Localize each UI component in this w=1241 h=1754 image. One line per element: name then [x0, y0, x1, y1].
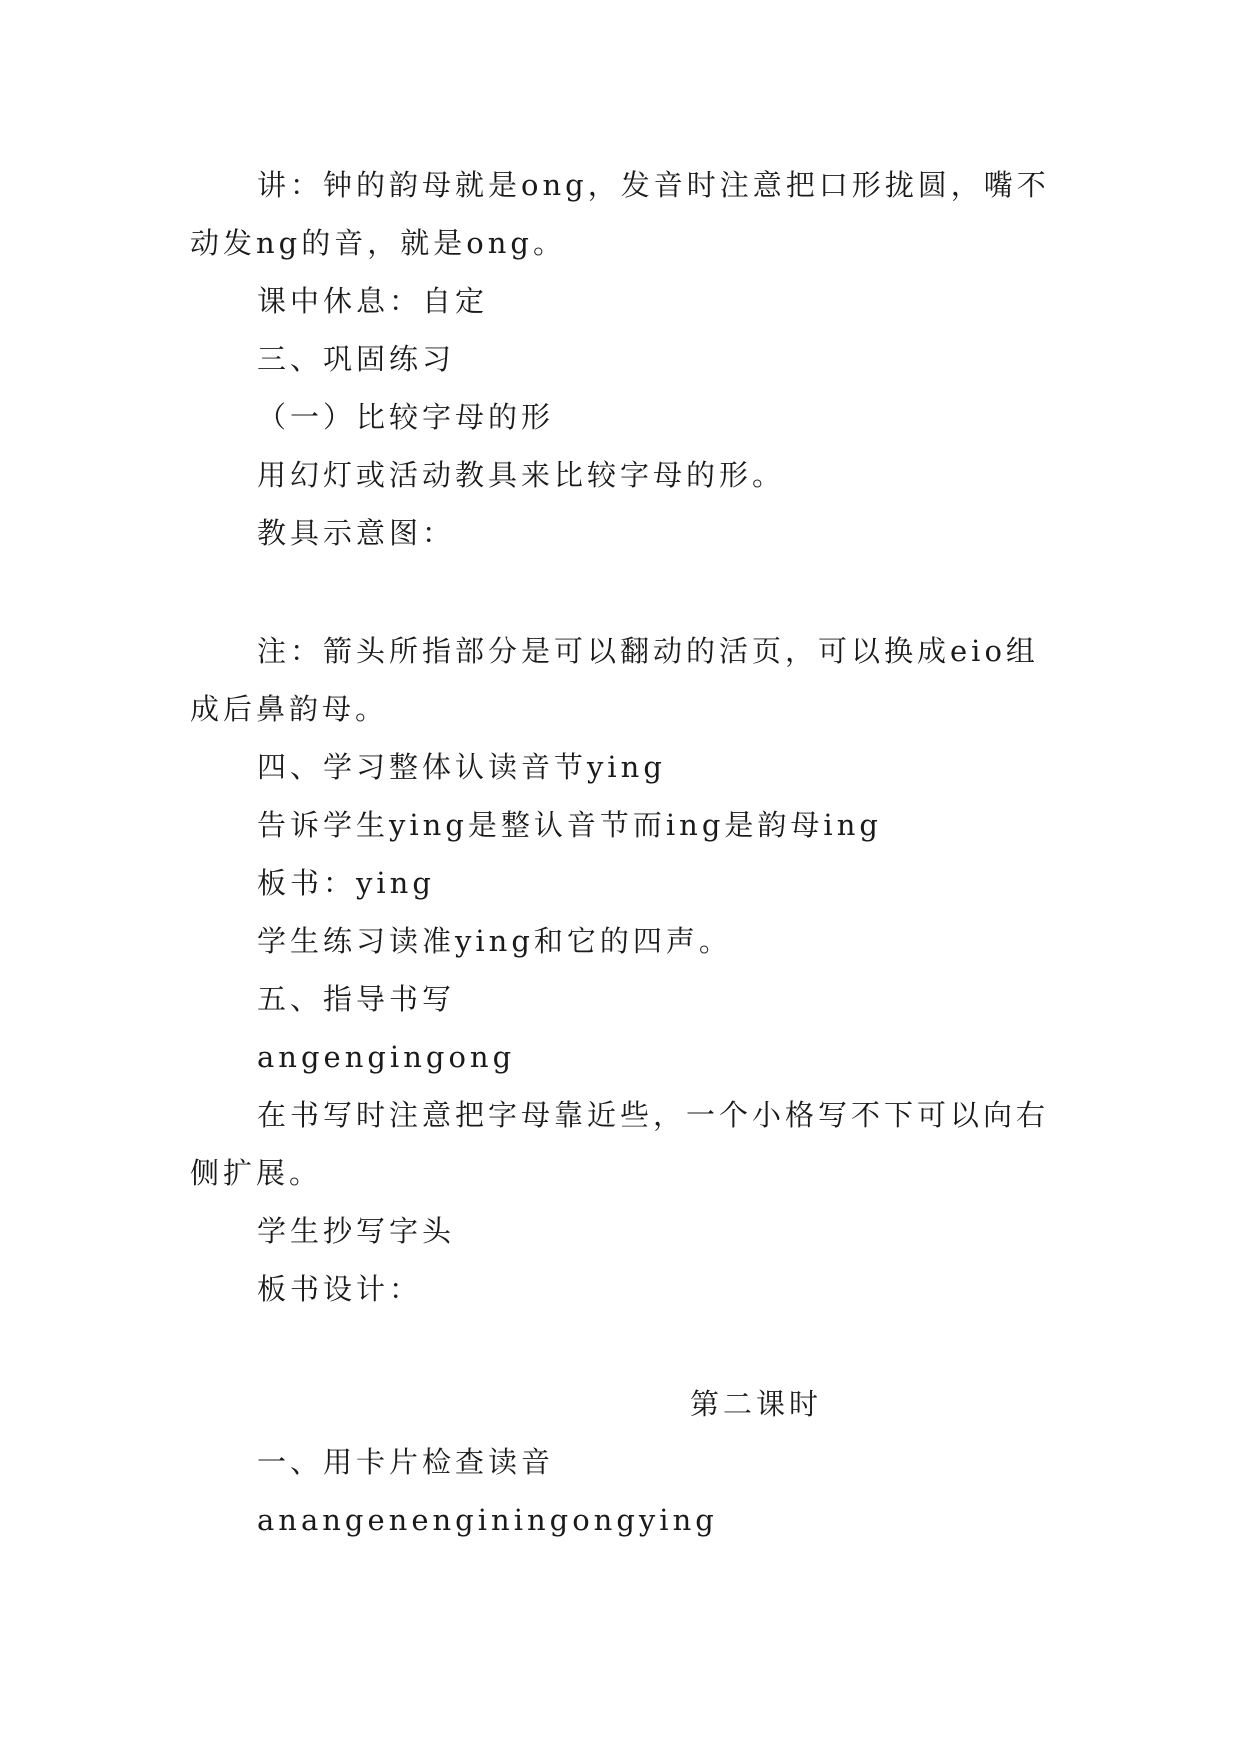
paragraph-line: anangenenginingongying — [257, 1503, 718, 1537]
section-heading: 五、指导书写 — [257, 982, 456, 1016]
paragraph-line: 课中休息：自定 — [257, 284, 489, 318]
paragraph-line: 动发ng的音，就是ong。 — [190, 226, 566, 260]
paragraph-line: 教具示意图： — [257, 516, 456, 550]
paragraph-line: 学生抄写字头 — [257, 1214, 456, 1248]
subsection-heading: （一）比较字母的形 — [257, 400, 555, 434]
paragraph-line: 成后鼻韵母。 — [190, 692, 389, 726]
section-heading: 四、学习整体认读音节ying — [257, 750, 666, 784]
paragraph-line: 在书写时注意把字母靠近些，一个小格写不下可以向右 — [257, 1098, 1050, 1132]
paragraph-line: 板书：ying — [257, 866, 435, 900]
paragraph-line: 板书设计： — [257, 1272, 423, 1306]
paragraph-line: 注：箭头所指部分是可以翻动的活页，可以换成eio组 — [257, 634, 1039, 668]
section-heading: 三、巩固练习 — [257, 342, 456, 376]
paragraph-line: angengingong — [257, 1040, 516, 1074]
section-heading: 一、用卡片检查读音 — [257, 1445, 555, 1479]
paragraph-line: 讲：钟的韵母就是ong，发音时注意把口形拢圆，嘴不 — [257, 168, 1050, 202]
paragraph-line: 用幻灯或活动教具来比较字母的形。 — [257, 458, 786, 492]
lesson-heading: 第二课时 — [690, 1387, 823, 1421]
paragraph-line: 学生练习读准ying和它的四声。 — [257, 924, 732, 958]
paragraph-line: 侧扩展。 — [190, 1156, 323, 1190]
paragraph-line: 告诉学生ying是整认音节而ing是韵母ing — [257, 808, 882, 842]
